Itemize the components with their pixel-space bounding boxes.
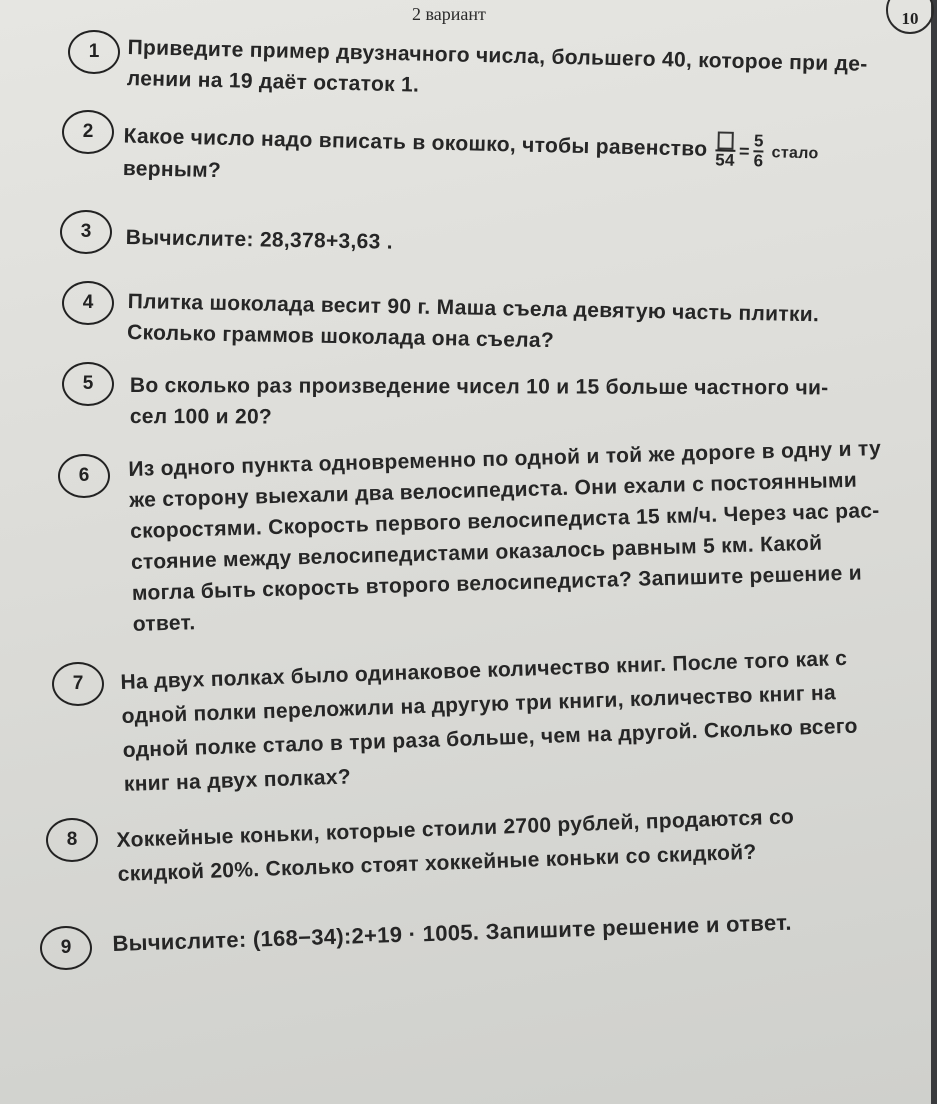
blank-box: [717, 131, 733, 149]
task-number-4: 4: [62, 281, 114, 325]
task-2-text-after: стало: [771, 144, 819, 163]
task-5-line-1: Во сколько раз произведение чисел 10 и 15 больше частного чи-: [129, 373, 829, 400]
task-8-line-2: скидкой 20%. Сколько стоят хоккейные коньки со скидкой?: [117, 840, 757, 886]
task-7-line-4: книг на двух полках?: [123, 765, 352, 796]
variant-label: 2 вариант: [412, 4, 486, 24]
task-1-line-2: лении на 19 даёт остаток 1.: [126, 66, 420, 97]
task-3-line-1: Вычислите: 28,378+3,63 .: [125, 225, 394, 254]
task-8-line-1: Хоккейные коньки, которые стоили 2700 рублей, продаются со: [116, 805, 795, 852]
fraction-2-denominator: 6: [753, 151, 764, 171]
task-4-line-2: Сколько граммов шоколада она съела?: [126, 320, 555, 353]
task-5-line-2: сел 100 и 20?: [129, 404, 273, 429]
fraction-1-denominator: 54: [715, 150, 735, 170]
task-6-line-3: скоростями. Скорость первого велосипедиста 15 км/ч. Через час рас-: [129, 499, 880, 543]
task-6: [128, 433, 886, 640]
task-7: [120, 642, 859, 802]
task-2-line-2: верным?: [122, 156, 222, 182]
task-number-9: 9: [40, 926, 92, 970]
task-4: [127, 286, 820, 361]
task-number-7: 7: [52, 662, 104, 706]
task-6-line-2: же сторону выехали два велосипедиста. Они ехали с постоянными: [128, 468, 858, 512]
fraction-box-over-54: [715, 131, 735, 169]
task-6-line-1: Из одного пункта одновременно по одной и той же дороге в одну и ту: [128, 436, 882, 481]
task-number-2: 2: [62, 110, 114, 154]
equals-sign: =: [738, 140, 751, 162]
task-2-text: Какое число надо вписать в окошко, чтобы равенство: [123, 124, 708, 161]
task-number-8: 8: [46, 818, 98, 862]
task-6-line-5: могла быть скорость второго велосипедиста? Запишите решение и: [131, 561, 863, 605]
desk-edge: [931, 0, 937, 1104]
page-number-badge: 10: [886, 0, 934, 34]
task-7-line-1: На двух полках было одинаковое количество книг. После того как с: [120, 646, 848, 694]
task-number-6: 6: [58, 454, 110, 498]
task-9-line-1: Вычислите: (168−34):2+19 · 1005. Запишите решение и ответ.: [112, 909, 793, 956]
task-number-1: 1: [68, 30, 120, 74]
task-7-line-3: одной полке стало в три раза больше, чем на другой. Сколько всего: [122, 714, 859, 762]
task-4-line-1: Плитка шоколада весит 90 г. Маша съела девятую часть плитки.: [127, 289, 820, 327]
task-6-line-4: стояние между велосипедистами оказалось равным 5 км. Какой: [130, 531, 823, 574]
fraction-2-numerator: 5: [753, 131, 764, 151]
task-7-line-2: одной полки переложили на другую три книги, количество книг на: [121, 681, 837, 728]
task-3: [125, 222, 393, 258]
task-number-5: 5: [62, 362, 114, 406]
task-6-line-6: ответ.: [132, 611, 196, 636]
task-1-line-1: Приведите пример двузначного числа, большего 40, которое при де-: [127, 35, 868, 76]
fraction-5-6: [753, 132, 764, 170]
task-number-3: 3: [60, 210, 112, 254]
task-5: [130, 370, 829, 434]
